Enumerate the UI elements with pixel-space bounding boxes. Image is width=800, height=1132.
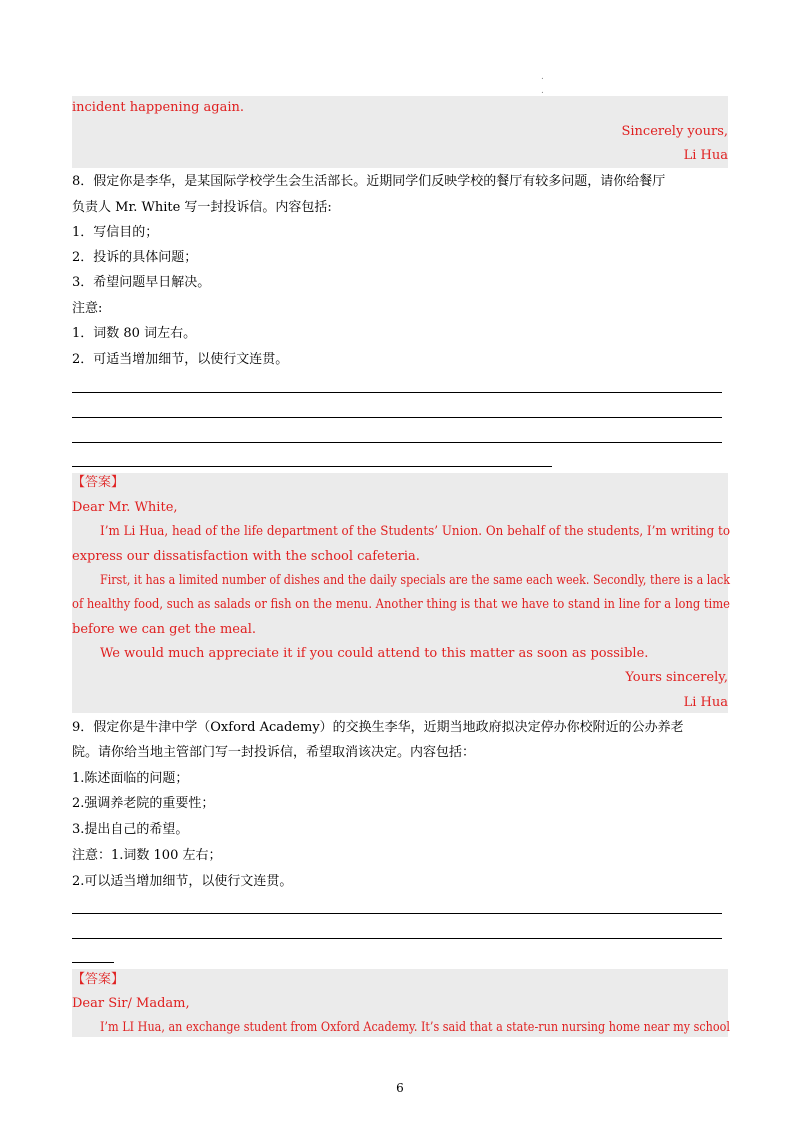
answer-line — [72, 962, 114, 963]
answer-8-p3: We would much appreciate it if you could attend to this matter as soon as possible. — [100, 646, 649, 661]
q8-note-2: 2．可适当增加细节，以使行文连贯。 — [72, 352, 289, 367]
answer-line — [72, 938, 722, 939]
answer-8-signature: Li Hua — [683, 695, 728, 710]
q8-item-2: 2．投诉的具体问题； — [72, 250, 198, 265]
answer-8-p1-line-2: express our dissatisfaction with the school cafeteria. — [72, 549, 420, 564]
answer-8-p2-line-3: before we can get the meal. — [72, 622, 257, 637]
answer-8-closing: Yours sincerely, — [625, 670, 728, 685]
answer-8-salutation: Dear Mr. White, — [72, 500, 178, 515]
answer-8-p2-line-1: First, it has a limited number of dishes and the daily specials are the same each week. Secondly, there is a lack — [100, 573, 730, 588]
q8-note-label: 注意: — [72, 301, 103, 316]
q8-note-1: 1．词数 80 词左右。 — [72, 326, 197, 341]
previous-answer-tail: incident happening again. — [72, 100, 245, 115]
q9-prompt-line-2: 院。请你给当地主管部门写一封投诉信，希望取消该决定。内容包括： — [72, 745, 476, 760]
q8-prompt-line-2: 负责人 Mr. White 写一封投诉信。内容包括: — [72, 200, 332, 215]
q9-item-3: 3.提出自己的希望。 — [72, 822, 189, 837]
answer-8-p2-line-2: of healthy food, such as salads or fish on the menu. Another thing is that we have to stand in line for a long time — [72, 597, 730, 612]
q9-item-1: 1.陈述面临的问题； — [72, 771, 189, 786]
answer-label: 【答案】 — [72, 972, 125, 987]
answer-8-p1-line-1: I’m Li Hua, head of the life department of the Students’ Union. On behalf of the students, I’m writing to — [100, 524, 730, 539]
answer-9-salutation: Dear Sir/ Madam, — [72, 996, 190, 1011]
q8-prompt-line-1: 8．假定你是李华，是某国际学校学生会生活部长。近期同学们反映学校的餐厅有较多问题，请你给餐厅 — [72, 174, 666, 189]
q9-prompt-line-1: 9．假定你是牛津中学（Oxford Academy）的交换生李华，近期当地政府拟决定停办你校附近的公办养老 — [72, 720, 684, 735]
answer-line — [72, 392, 722, 393]
q8-item-3: 3．希望问题早日解决。 — [72, 275, 211, 290]
previous-answer-signature: Li Hua — [683, 148, 728, 163]
q8-item-1: 1．写信目的； — [72, 225, 159, 240]
q9-note-2: 2.可以适当增加细节，以使行文连贯。 — [72, 874, 293, 889]
answer-line — [72, 913, 722, 914]
previous-answer-closing: Sincerely yours, — [621, 124, 728, 139]
answer-label: 【答案】 — [72, 475, 125, 490]
q9-note: 注意：1.词数 100 左右； — [72, 848, 222, 863]
page-number: 6 — [396, 1081, 404, 1095]
q9-item-2: 2.强调养老院的重要性； — [72, 796, 215, 811]
top-marks: . . — [541, 72, 544, 96]
answer-line — [72, 442, 722, 443]
answer-9-p1-line-1: I’m LI Hua, an exchange student from Oxford Academy. It’s said that a state-run nursing home near my school — [100, 1020, 730, 1035]
answer-line — [72, 466, 552, 467]
answer-line — [72, 417, 722, 418]
